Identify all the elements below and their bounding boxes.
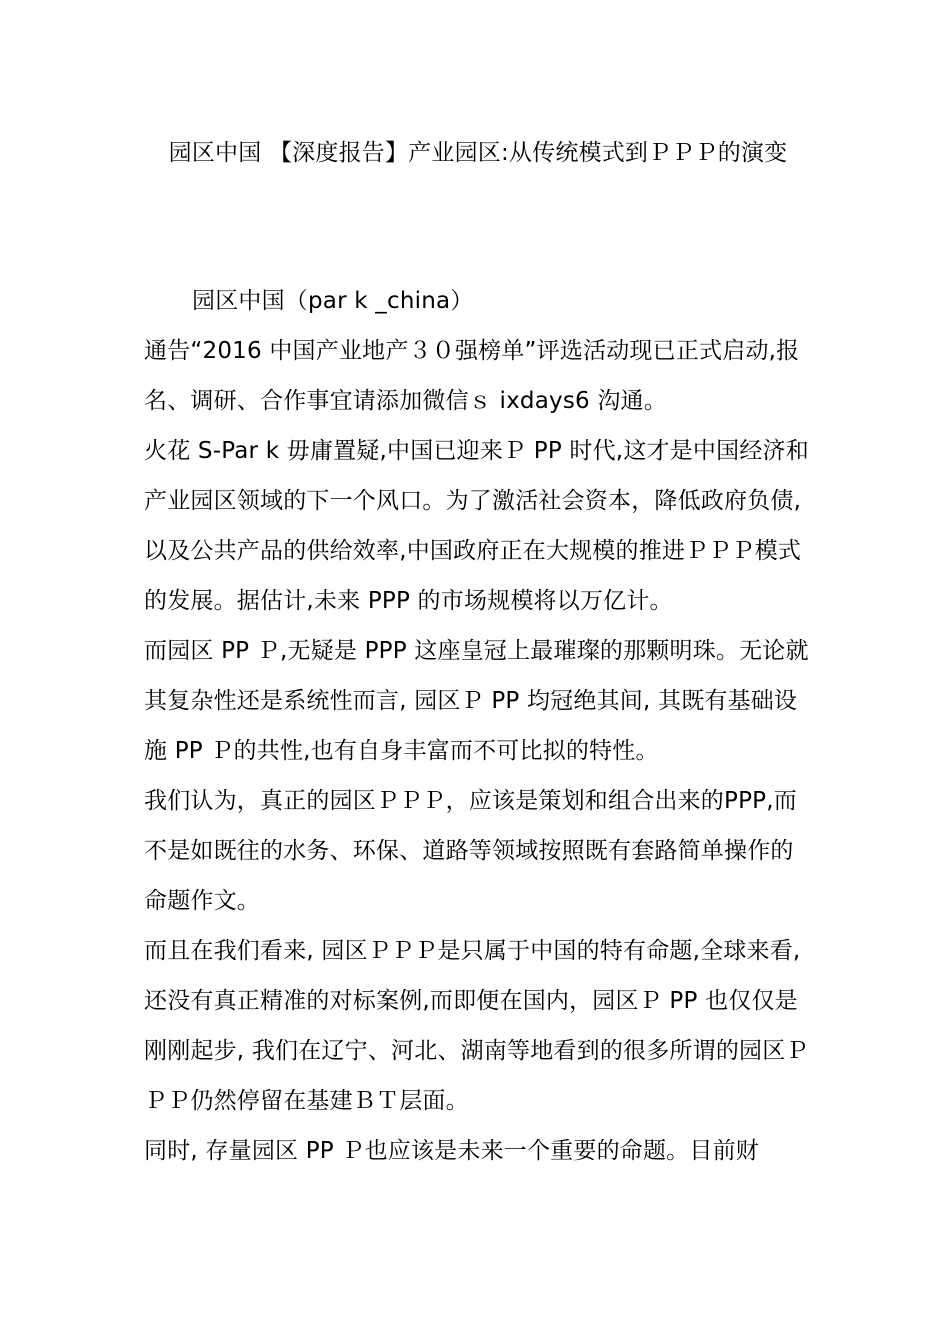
paragraph-opinion: 我们认为，真正的园区ＰＰＰ，应该是策划和组合出来的PPP,而不是如既往的水务、环保、道路等领域按照既有套路简单操作的命题作文。	[144, 788, 797, 914]
document-title: 园区中国 【深度报告】产业园区:从传统模式到ＰＰＰ的演变	[168, 140, 788, 166]
paragraph-notice: 通告“2016 中国产业地产３０强榜单”评选活动现已正式启动,报名、调研、合作事宜请添加微信ｓ ixdays6 沟通。	[144, 338, 800, 414]
paragraph-existing-parks: 同时, 存量园区 PP Ｐ也应该是未来一个重要的命题。目前财	[144, 1138, 759, 1164]
paragraph-ppp-era: 火花 S-Par k 毋庸置疑,中国已迎来Ｐ PP 时代,这才是中国经济和产业园区领域的下一个风口。为了激活社会资本，降低政府负债, 以及公共产品的供给效率,中国政府正在大规模的推进ＰＰＰ模式的发展。据估计,未来 PPP 的市场规模将以万亿计。	[144, 438, 809, 614]
document-body	[144, 276, 812, 1176]
paragraph-china-specific: 而且在我们看来, 园区ＰＰＰ是只属于中国的特有命题,全球来看,还没有真正精准的对标案例,而即便在国内，园区Ｐ PP 也仅仅是刚刚起步, 我们在辽宁、河北、湖南等地看到的很多所谓的园区ＰＰＰ仍然停留在基建ＢＴ层面。	[144, 938, 809, 1114]
paragraph-park-ppp: 而园区 PP Ｐ,无疑是 PPP 这座皇冠上最璀璨的那颗明珠。无论就其复杂性还是系统性而言, 园区Ｐ PP 均冠绝其间, 其既有基础设施 PP Ｐ的共性,也有自身丰富而不可比拟的特性。	[144, 638, 809, 764]
source-line: 园区中国（par k _china）	[192, 288, 474, 314]
